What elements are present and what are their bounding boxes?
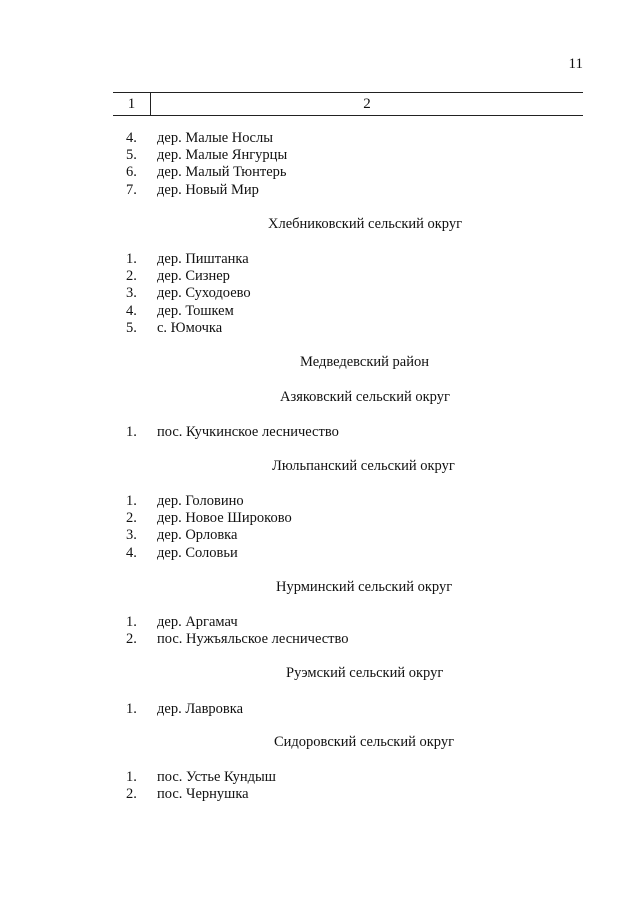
settlement-list-continued: [126, 130, 287, 199]
item-number: 3.: [126, 527, 137, 544]
item-text: дер. Новое Широково: [157, 510, 292, 527]
item-number: 2.: [126, 268, 137, 285]
settlement-list: [126, 769, 276, 803]
column-header-2: 2: [363, 96, 371, 112]
settlement-list: [126, 614, 349, 648]
item-text: пос. Чернушка: [157, 786, 249, 803]
item-number: 4.: [126, 302, 137, 319]
item-number: 1.: [126, 769, 137, 785]
list-item: [126, 147, 287, 164]
section-heading: Азяковский сельский округ: [280, 389, 450, 405]
section-heading: Хлебниковский сельский округ: [268, 216, 463, 232]
item-number: 1.: [126, 614, 137, 630]
list-item: [126, 701, 243, 718]
list-item: [126, 182, 287, 199]
section-heading: Люльпанский сельский округ: [272, 458, 455, 474]
item-number: 5.: [126, 147, 137, 164]
item-text: пос. Устье Кундыш: [157, 769, 276, 785]
item-text: дер. Орловка: [157, 527, 238, 544]
item-number: 5.: [126, 319, 137, 336]
item-number: 1.: [126, 251, 137, 267]
item-number: 3.: [126, 285, 137, 302]
section-heading: Сидоровский сельский округ: [274, 734, 455, 750]
item-text: дер. Сизнер: [157, 268, 230, 285]
item-text: дер. Аргамач: [157, 614, 238, 630]
district-heading: Медведевский район: [300, 354, 429, 370]
item-text: пос. Нужъяльское лесничество: [157, 631, 349, 648]
item-number: 2.: [126, 786, 137, 803]
item-text: с. Юмочка: [157, 319, 223, 336]
list-item: [126, 769, 276, 786]
item-number: 4.: [126, 544, 137, 561]
item-number: 2.: [126, 631, 137, 648]
list-item: [126, 493, 292, 510]
item-text: дер. Малый Тюнтерь: [157, 164, 287, 181]
list-item: [126, 614, 349, 631]
item-number: 4.: [126, 130, 137, 146]
item-number: 2.: [126, 510, 137, 527]
item-text: дер. Малые Янгурцы: [157, 147, 288, 164]
list-item: [126, 130, 287, 147]
page-number: 11: [568, 56, 583, 72]
item-text: дер. Новый Мир: [157, 181, 259, 198]
list-item: [126, 303, 251, 320]
column-header-1: 1: [113, 93, 151, 115]
list-item: [126, 251, 251, 268]
list-item: [126, 268, 251, 285]
list-item: [126, 320, 251, 337]
list-item: [126, 786, 276, 803]
item-number: 6.: [126, 164, 137, 181]
item-text: дер. Соловьи: [157, 544, 238, 561]
item-number: 1.: [126, 701, 137, 717]
column-header: [113, 92, 583, 116]
item-text: дер. Тошкем: [157, 302, 234, 319]
list-item: [126, 545, 292, 562]
list-item: [126, 424, 339, 441]
settlement-list: [126, 251, 251, 337]
list-item: [126, 285, 251, 302]
item-text: дер. Головино: [157, 493, 244, 509]
item-text: дер. Лавровка: [157, 701, 244, 717]
item-number: 7.: [126, 181, 137, 198]
list-item: [126, 527, 292, 544]
item-text: дер. Пиштанка: [157, 251, 249, 267]
item-text: дер. Малые Ноcлы: [157, 130, 273, 146]
section-heading: Нурминский сельский округ: [276, 579, 453, 595]
item-number: 1.: [126, 493, 137, 509]
item-number: 1.: [126, 424, 137, 440]
settlement-list: [126, 701, 243, 718]
item-text: дер. Суходоево: [157, 285, 251, 302]
settlement-list: [126, 424, 339, 441]
item-text: пос. Кучкинское лесничество: [157, 424, 339, 440]
settlement-list: [126, 493, 292, 562]
list-item: [126, 164, 287, 181]
section-heading: Руэмский сельский округ: [286, 665, 444, 681]
list-item: [126, 631, 349, 648]
list-item: [126, 510, 292, 527]
